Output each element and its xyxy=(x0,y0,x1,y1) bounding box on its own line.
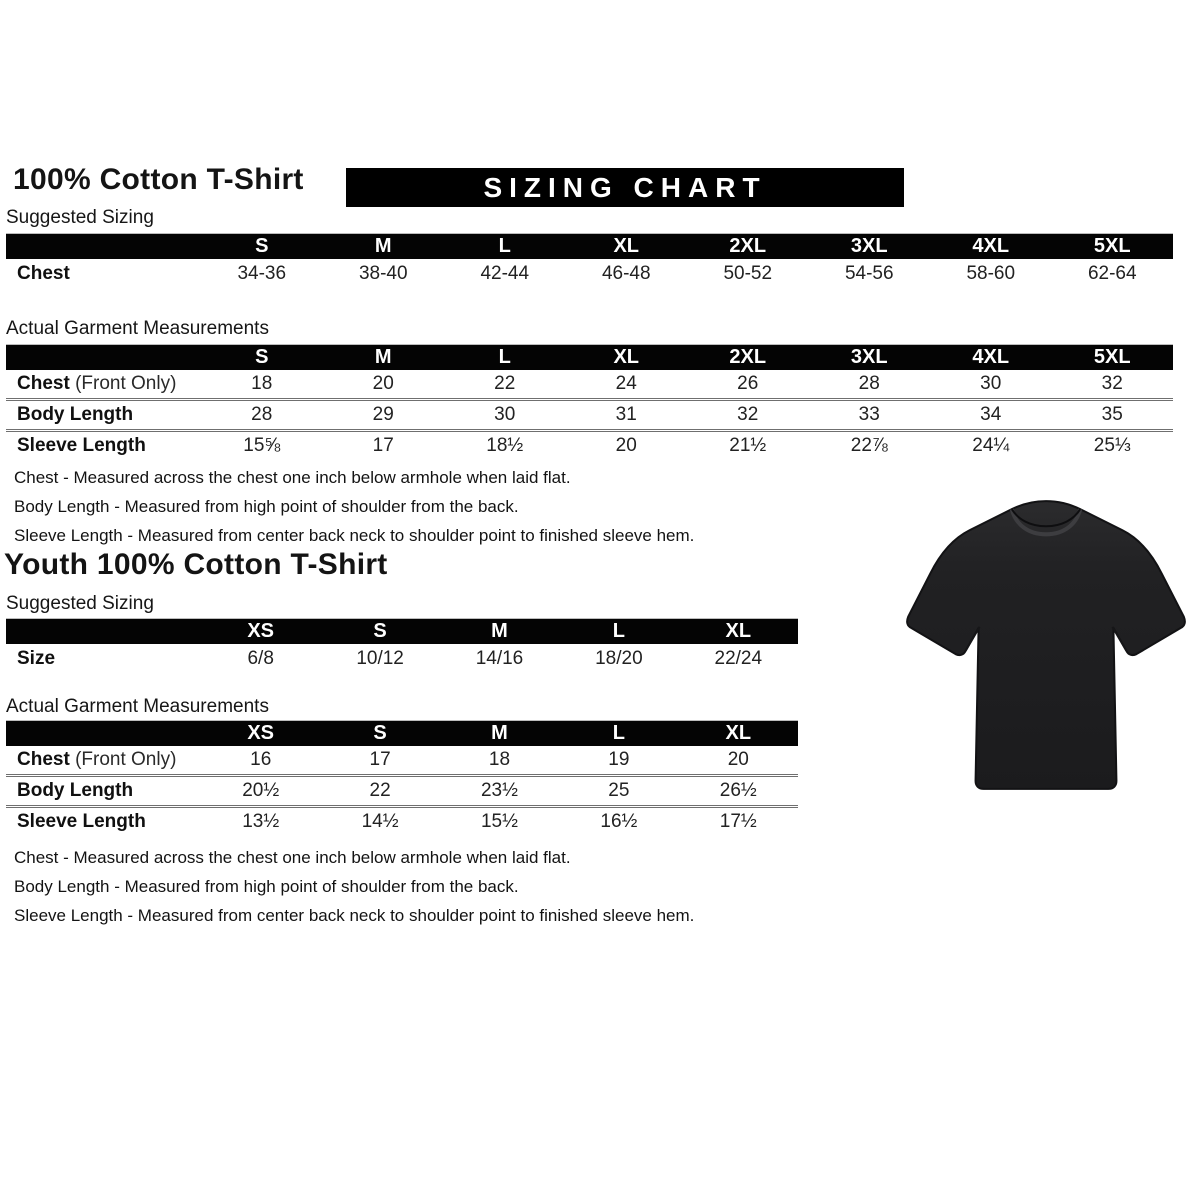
column-header-m: M xyxy=(323,234,445,260)
adult-actual-measurements-table xyxy=(6,344,1173,460)
page-title: 100% Cotton T-Shirt xyxy=(13,163,304,196)
column-header-xl: XL xyxy=(566,234,688,260)
size-value: 17 xyxy=(323,431,445,461)
size-value: 58-60 xyxy=(966,263,1016,284)
size-value: 22 xyxy=(320,776,439,807)
column-header-2xl: 2XL xyxy=(687,345,809,371)
row-label-text: Sleeve Length xyxy=(17,811,146,832)
size-value: 26 xyxy=(737,373,759,394)
row-label-body-length xyxy=(6,776,201,807)
size-value: 15⅝ xyxy=(201,431,323,461)
size-value: 24¼ xyxy=(930,431,1052,461)
size-value: 14½ xyxy=(320,807,439,837)
size-value: 30 xyxy=(980,373,1002,394)
adult-measurement-notes xyxy=(14,463,694,550)
column-header-s: S xyxy=(320,619,439,645)
column-header-l: L xyxy=(444,234,566,260)
table-header-row xyxy=(6,619,798,645)
column-header-5xl: 5XL xyxy=(1052,345,1174,371)
size-value: 18/20 xyxy=(595,648,643,669)
table-row-body-length xyxy=(6,400,1173,431)
column-header-l: L xyxy=(444,345,566,371)
adult-suggested-sizing-label: Suggested Sizing xyxy=(6,207,154,228)
size-value: 18½ xyxy=(444,431,566,461)
size-value: 23½ xyxy=(440,776,559,807)
column-header-xs: XS xyxy=(201,721,320,747)
column-header-blank xyxy=(6,345,201,371)
column-header-m: M xyxy=(440,721,559,747)
size-value: 29 xyxy=(323,400,445,431)
size-value: 24 xyxy=(615,373,637,394)
column-header-xl: XL xyxy=(679,721,798,747)
size-value: 22⅞ xyxy=(809,431,931,461)
column-header-blank xyxy=(6,234,201,260)
column-header-3xl: 3XL xyxy=(809,345,931,371)
size-value: 20 xyxy=(727,749,749,770)
table-header-row xyxy=(6,234,1173,260)
row-label-chest-front-only xyxy=(6,746,201,776)
size-value: 32 xyxy=(687,400,809,431)
size-value: 17½ xyxy=(679,807,798,837)
size-value: 20 xyxy=(372,373,394,394)
size-value: 19 xyxy=(608,749,630,770)
size-value: 31 xyxy=(566,400,688,431)
column-header-blank xyxy=(6,619,201,645)
size-value: 20½ xyxy=(201,776,320,807)
row-label-text: Body Length xyxy=(17,404,134,425)
size-value: 13½ xyxy=(201,807,320,837)
size-value: 30 xyxy=(444,400,566,431)
note-line-sleeve-length: Sleeve Length - Measured from center back neck to shoulder point to finished sleeve hem. xyxy=(14,906,695,925)
row-label-sleeve-length xyxy=(6,807,201,837)
size-value: 35 xyxy=(1052,400,1174,431)
table-row-sleeve-length xyxy=(6,431,1173,461)
table-row-size xyxy=(6,644,798,674)
size-value: 46-48 xyxy=(601,263,651,284)
row-label-text: Sleeve Length xyxy=(17,435,146,456)
size-value: 18 xyxy=(251,373,273,394)
row-label-text: Chest xyxy=(17,749,70,770)
size-value: 16½ xyxy=(559,807,678,837)
row-label-text: Body Length xyxy=(17,780,134,801)
column-header-s: S xyxy=(320,721,439,747)
size-value: 34 xyxy=(930,400,1052,431)
row-label-text: Chest xyxy=(17,373,70,394)
column-header-xl: XL xyxy=(679,619,798,645)
column-header-5xl: 5XL xyxy=(1052,234,1174,260)
row-label-body-length xyxy=(6,400,201,431)
size-value: 38-40 xyxy=(358,263,408,284)
size-value: 42-44 xyxy=(480,263,530,284)
table-row-sleeve-length xyxy=(6,807,798,837)
youth-section-title: Youth 100% Cotton T-Shirt xyxy=(4,548,388,581)
note-line-body-length: Body Length - Measured from high point of shoulder from the back. xyxy=(14,877,519,896)
adult-actual-measurements-label: Actual Garment Measurements xyxy=(6,318,269,339)
size-value: 54-56 xyxy=(844,263,894,284)
youth-measurement-notes xyxy=(14,843,694,930)
row-label-suffix: (Front Only) xyxy=(69,373,177,394)
size-value: 16 xyxy=(250,749,272,770)
size-value: 34-36 xyxy=(237,263,287,284)
column-header-4xl: 4XL xyxy=(930,345,1052,371)
column-header-4xl: 4XL xyxy=(930,234,1052,260)
adult-suggested-sizing-table xyxy=(6,233,1173,289)
column-header-blank xyxy=(6,721,201,747)
table-row-chest-front-only xyxy=(6,370,1173,400)
table-row-chest xyxy=(6,259,1173,289)
tshirt-graphic xyxy=(893,485,1199,807)
size-value: 25 xyxy=(559,776,678,807)
column-header-m: M xyxy=(440,619,559,645)
size-value: 20 xyxy=(566,431,688,461)
note-line-chest: Chest - Measured across the chest one inch below armhole when laid flat. xyxy=(14,468,571,487)
sizing-chart-banner: SIZING CHART xyxy=(346,168,904,207)
size-value: 28 xyxy=(201,400,323,431)
size-value: 21½ xyxy=(687,431,809,461)
size-value: 17 xyxy=(369,749,391,770)
size-value: 62-64 xyxy=(1087,263,1137,284)
size-value: 32 xyxy=(1101,373,1123,394)
table-header-row xyxy=(6,345,1173,371)
row-label-suffix: (Front Only) xyxy=(69,749,177,770)
size-value: 22 xyxy=(494,373,516,394)
youth-actual-measurements-table xyxy=(6,720,798,836)
column-header-s: S xyxy=(201,234,323,260)
row-label-size: Size xyxy=(17,648,56,669)
column-header-xs: XS xyxy=(201,619,320,645)
row-label-sleeve-length xyxy=(6,431,201,461)
table-header-row xyxy=(6,721,798,747)
youth-suggested-sizing-table xyxy=(6,618,798,674)
size-value: 25⅓ xyxy=(1052,431,1174,461)
column-header-l: L xyxy=(559,721,678,747)
column-header-m: M xyxy=(323,345,445,371)
size-value: 6/8 xyxy=(247,648,274,669)
size-value: 26½ xyxy=(679,776,798,807)
note-line-chest: Chest - Measured across the chest one inch below armhole when laid flat. xyxy=(14,848,571,867)
size-value: 28 xyxy=(858,373,880,394)
youth-suggested-sizing-label: Suggested Sizing xyxy=(6,593,154,614)
size-value: 22/24 xyxy=(714,648,763,669)
column-header-s: S xyxy=(201,345,323,371)
column-header-l: L xyxy=(559,619,678,645)
table-row-chest-front-only xyxy=(6,746,798,776)
size-value: 14/16 xyxy=(475,648,524,669)
size-value: 33 xyxy=(809,400,931,431)
note-line-body-length: Body Length - Measured from high point of shoulder from the back. xyxy=(14,497,519,516)
column-header-3xl: 3XL xyxy=(809,234,931,260)
size-value: 18 xyxy=(488,749,511,770)
size-value: 15½ xyxy=(440,807,559,837)
column-header-xl: XL xyxy=(566,345,688,371)
table-row-body-length xyxy=(6,776,798,807)
youth-actual-measurements-label: Actual Garment Measurements xyxy=(6,696,269,717)
row-label-chest-front-only xyxy=(6,370,201,400)
size-value: 10/12 xyxy=(356,648,404,669)
tshirt-body xyxy=(907,501,1185,789)
row-label-chest: Chest xyxy=(17,263,70,284)
note-line-sleeve-length: Sleeve Length - Measured from center back neck to shoulder point to finished sleeve hem. xyxy=(14,526,695,545)
black-tshirt-image xyxy=(893,485,1199,807)
column-header-2xl: 2XL xyxy=(687,234,809,260)
size-value: 50-52 xyxy=(723,263,773,284)
